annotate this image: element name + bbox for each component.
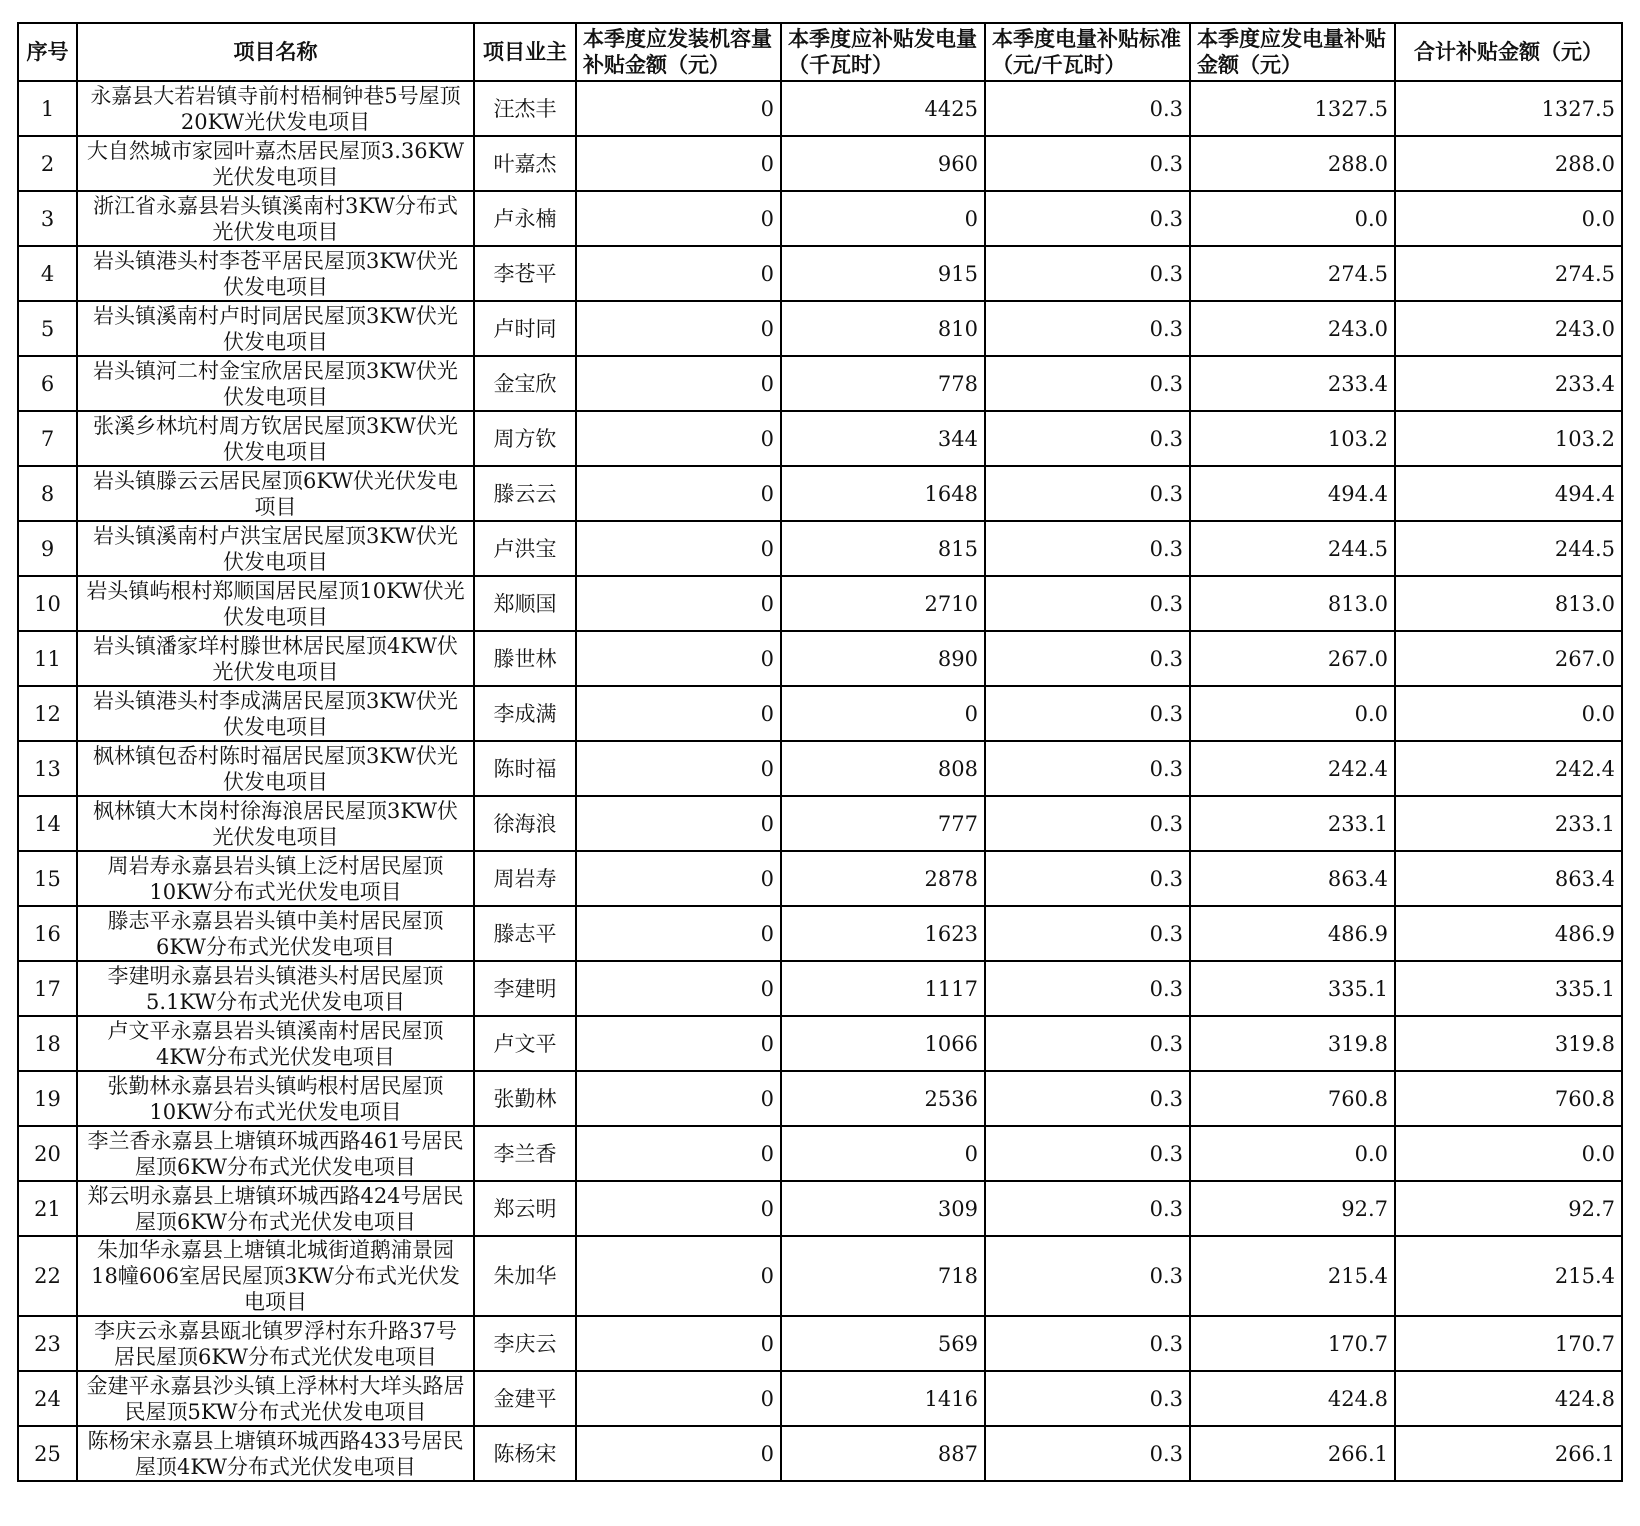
table-row xyxy=(18,1126,1622,1181)
header-capacity-subsidy: 本季度应发装机容量补贴金额（元） xyxy=(576,23,781,81)
project-owner-cell: 徐海浪 xyxy=(474,796,576,851)
subsidy-table xyxy=(17,22,1623,1482)
capacity-subsidy-cell: 0 xyxy=(576,1426,781,1481)
energy-subsidy-cell: 244.5 xyxy=(1190,521,1395,576)
energy-subsidy-cell: 813.0 xyxy=(1190,576,1395,631)
energy-subsidy-cell: 0.0 xyxy=(1190,1126,1395,1181)
project-name-cell: 岩头镇河二村金宝欣居民屋顶3KW伏光伏发电项目 xyxy=(77,356,474,411)
project-owner-cell: 陈杨宋 xyxy=(474,1426,576,1481)
total-subsidy-cell: 813.0 xyxy=(1395,576,1622,631)
capacity-subsidy-cell: 0 xyxy=(576,136,781,191)
capacity-subsidy-cell: 0 xyxy=(576,1181,781,1236)
project-owner-cell: 叶嘉杰 xyxy=(474,136,576,191)
row-number-cell: 8 xyxy=(18,466,77,521)
capacity-subsidy-cell: 0 xyxy=(576,576,781,631)
subsidy-rate-cell: 0.3 xyxy=(985,796,1190,851)
subsidy-rate-cell: 0.3 xyxy=(985,1016,1190,1071)
project-owner-cell: 李成满 xyxy=(474,686,576,741)
subsidy-rate-cell: 0.3 xyxy=(985,686,1190,741)
project-name-cell: 岩头镇滕云云居民屋顶6KW伏光伏发电项目 xyxy=(77,466,474,521)
subsidy-rate-cell: 0.3 xyxy=(985,411,1190,466)
subsidy-rate-cell: 0.3 xyxy=(985,1126,1190,1181)
capacity-subsidy-cell: 0 xyxy=(576,1126,781,1181)
subsidy-kwh-cell: 309 xyxy=(781,1181,985,1236)
row-number-cell: 15 xyxy=(18,851,77,906)
capacity-subsidy-cell: 0 xyxy=(576,466,781,521)
subsidy-rate-cell: 0.3 xyxy=(985,1316,1190,1371)
subsidy-kwh-cell: 569 xyxy=(781,1316,985,1371)
capacity-subsidy-cell: 0 xyxy=(576,1371,781,1426)
project-name-cell: 李庆云永嘉县瓯北镇罗浮村东升路37号居民屋顶6KW分布式光伏发电项目 xyxy=(77,1316,474,1371)
project-name-cell: 李建明永嘉县岩头镇港头村居民屋顶5.1KW分布式光伏发电项目 xyxy=(77,961,474,1016)
energy-subsidy-cell: 486.9 xyxy=(1190,906,1395,961)
subsidy-kwh-cell: 810 xyxy=(781,301,985,356)
table-row xyxy=(18,631,1622,686)
table-row xyxy=(18,741,1622,796)
project-name-cell: 枫林镇包岙村陈时福居民屋顶3KW伏光伏发电项目 xyxy=(77,741,474,796)
subsidy-kwh-cell: 915 xyxy=(781,246,985,301)
subsidy-kwh-cell: 0 xyxy=(781,686,985,741)
energy-subsidy-cell: 233.4 xyxy=(1190,356,1395,411)
subsidy-kwh-cell: 1623 xyxy=(781,906,985,961)
subsidy-kwh-cell: 808 xyxy=(781,741,985,796)
table-row xyxy=(18,1371,1622,1426)
capacity-subsidy-cell: 0 xyxy=(576,191,781,246)
subsidy-rate-cell: 0.3 xyxy=(985,1236,1190,1316)
total-subsidy-cell: 0.0 xyxy=(1395,191,1622,246)
subsidy-kwh-cell: 1416 xyxy=(781,1371,985,1426)
capacity-subsidy-cell: 0 xyxy=(576,1236,781,1316)
energy-subsidy-cell: 233.1 xyxy=(1190,796,1395,851)
total-subsidy-cell: 170.7 xyxy=(1395,1316,1622,1371)
row-number-cell: 11 xyxy=(18,631,77,686)
project-owner-cell: 李建明 xyxy=(474,961,576,1016)
project-owner-cell: 卢时同 xyxy=(474,301,576,356)
subsidy-kwh-cell: 1648 xyxy=(781,466,985,521)
project-name-cell: 大自然城市家园叶嘉杰居民屋顶3.36KW光伏发电项目 xyxy=(77,136,474,191)
row-number-cell: 24 xyxy=(18,1371,77,1426)
project-owner-cell: 滕志平 xyxy=(474,906,576,961)
project-owner-cell: 郑云明 xyxy=(474,1181,576,1236)
total-subsidy-cell: 319.8 xyxy=(1395,1016,1622,1071)
subsidy-kwh-cell: 2536 xyxy=(781,1071,985,1126)
subsidy-kwh-cell: 2710 xyxy=(781,576,985,631)
subsidy-rate-cell: 0.3 xyxy=(985,191,1190,246)
subsidy-rate-cell: 0.3 xyxy=(985,466,1190,521)
total-subsidy-cell: 1327.5 xyxy=(1395,81,1622,136)
row-number-cell: 22 xyxy=(18,1236,77,1316)
subsidy-rate-cell: 0.3 xyxy=(985,1371,1190,1426)
subsidy-rate-cell: 0.3 xyxy=(985,1426,1190,1481)
subsidy-rate-cell: 0.3 xyxy=(985,301,1190,356)
capacity-subsidy-cell: 0 xyxy=(576,521,781,576)
table-row xyxy=(18,1316,1622,1371)
table-row xyxy=(18,411,1622,466)
project-name-cell: 陈杨宋永嘉县上塘镇环城西路433号居民屋顶4KW分布式光伏发电项目 xyxy=(77,1426,474,1481)
project-owner-cell: 汪杰丰 xyxy=(474,81,576,136)
total-subsidy-cell: 288.0 xyxy=(1395,136,1622,191)
total-subsidy-cell: 242.4 xyxy=(1395,741,1622,796)
total-subsidy-cell: 863.4 xyxy=(1395,851,1622,906)
subsidy-kwh-cell: 1117 xyxy=(781,961,985,1016)
energy-subsidy-cell: 760.8 xyxy=(1190,1071,1395,1126)
total-subsidy-cell: 92.7 xyxy=(1395,1181,1622,1236)
project-name-cell: 卢文平永嘉县岩头镇溪南村居民屋顶4KW分布式光伏发电项目 xyxy=(77,1016,474,1071)
project-name-cell: 张勤林永嘉县岩头镇屿根村居民屋顶10KW分布式光伏发电项目 xyxy=(77,1071,474,1126)
capacity-subsidy-cell: 0 xyxy=(576,1316,781,1371)
header-owner: 项目业主 xyxy=(474,23,576,81)
energy-subsidy-cell: 424.8 xyxy=(1190,1371,1395,1426)
capacity-subsidy-cell: 0 xyxy=(576,796,781,851)
total-subsidy-cell: 274.5 xyxy=(1395,246,1622,301)
energy-subsidy-cell: 319.8 xyxy=(1190,1016,1395,1071)
project-name-cell: 岩头镇港头村李苍平居民屋顶3KW伏光伏发电项目 xyxy=(77,246,474,301)
subsidy-kwh-cell: 0 xyxy=(781,1126,985,1181)
project-name-cell: 岩头镇潘家垟村滕世林居民屋顶4KW伏光伏发电项目 xyxy=(77,631,474,686)
project-name-cell: 金建平永嘉县沙头镇上浮林村大垟头路居民屋顶5KW分布式光伏发电项目 xyxy=(77,1371,474,1426)
project-owner-cell: 李兰香 xyxy=(474,1126,576,1181)
project-owner-cell: 陈时福 xyxy=(474,741,576,796)
table-row xyxy=(18,576,1622,631)
project-owner-cell: 卢永楠 xyxy=(474,191,576,246)
project-owner-cell: 李苍平 xyxy=(474,246,576,301)
capacity-subsidy-cell: 0 xyxy=(576,246,781,301)
energy-subsidy-cell: 242.4 xyxy=(1190,741,1395,796)
capacity-subsidy-cell: 0 xyxy=(576,961,781,1016)
subsidy-kwh-cell: 0 xyxy=(781,191,985,246)
header-project-name: 项目名称 xyxy=(77,23,474,81)
energy-subsidy-cell: 0.0 xyxy=(1190,686,1395,741)
project-name-cell: 周岩寿永嘉县岩头镇上泛村居民屋顶10KW分布式光伏发电项目 xyxy=(77,851,474,906)
row-number-cell: 4 xyxy=(18,246,77,301)
subsidy-rate-cell: 0.3 xyxy=(985,81,1190,136)
subsidy-rate-cell: 0.3 xyxy=(985,246,1190,301)
total-subsidy-cell: 335.1 xyxy=(1395,961,1622,1016)
row-number-cell: 10 xyxy=(18,576,77,631)
row-number-cell: 18 xyxy=(18,1016,77,1071)
subsidy-rate-cell: 0.3 xyxy=(985,1181,1190,1236)
table-row xyxy=(18,851,1622,906)
energy-subsidy-cell: 267.0 xyxy=(1190,631,1395,686)
project-name-cell: 李兰香永嘉县上塘镇环城西路461号居民屋顶6KW分布式光伏发电项目 xyxy=(77,1126,474,1181)
subsidy-kwh-cell: 344 xyxy=(781,411,985,466)
row-number-cell: 25 xyxy=(18,1426,77,1481)
subsidy-rate-cell: 0.3 xyxy=(985,521,1190,576)
row-number-cell: 21 xyxy=(18,1181,77,1236)
row-number-cell: 7 xyxy=(18,411,77,466)
table-row xyxy=(18,1236,1622,1316)
row-number-cell: 20 xyxy=(18,1126,77,1181)
subsidy-kwh-cell: 777 xyxy=(781,796,985,851)
row-number-cell: 2 xyxy=(18,136,77,191)
subsidy-rate-cell: 0.3 xyxy=(985,741,1190,796)
table-row xyxy=(18,521,1622,576)
project-name-cell: 滕志平永嘉县岩头镇中美村居民屋顶6KW分布式光伏发电项目 xyxy=(77,906,474,961)
energy-subsidy-cell: 243.0 xyxy=(1190,301,1395,356)
header-kwh: 本季度应补贴发电量（千瓦时） xyxy=(781,23,985,81)
subsidy-rate-cell: 0.3 xyxy=(985,961,1190,1016)
energy-subsidy-cell: 0.0 xyxy=(1190,191,1395,246)
header-rate: 本季度电量补贴标准（元/千瓦时） xyxy=(985,23,1190,81)
energy-subsidy-cell: 92.7 xyxy=(1190,1181,1395,1236)
table-row xyxy=(18,136,1622,191)
project-owner-cell: 滕云云 xyxy=(474,466,576,521)
capacity-subsidy-cell: 0 xyxy=(576,1071,781,1126)
project-name-cell: 朱加华永嘉县上塘镇北城街道鹅浦景园18幢606室居民屋顶3KW分布式光伏发电项目 xyxy=(77,1236,474,1316)
project-name-cell: 岩头镇溪南村卢时同居民屋顶3KW伏光伏发电项目 xyxy=(77,301,474,356)
energy-subsidy-cell: 266.1 xyxy=(1190,1426,1395,1481)
energy-subsidy-cell: 215.4 xyxy=(1190,1236,1395,1316)
table-row xyxy=(18,301,1622,356)
subsidy-rate-cell: 0.3 xyxy=(985,631,1190,686)
subsidy-kwh-cell: 2878 xyxy=(781,851,985,906)
project-owner-cell: 卢洪宝 xyxy=(474,521,576,576)
total-subsidy-cell: 233.1 xyxy=(1395,796,1622,851)
project-owner-cell: 张勤林 xyxy=(474,1071,576,1126)
capacity-subsidy-cell: 0 xyxy=(576,741,781,796)
subsidy-rate-cell: 0.3 xyxy=(985,1071,1190,1126)
capacity-subsidy-cell: 0 xyxy=(576,301,781,356)
total-subsidy-cell: 266.1 xyxy=(1395,1426,1622,1481)
total-subsidy-cell: 760.8 xyxy=(1395,1071,1622,1126)
subsidy-rate-cell: 0.3 xyxy=(985,576,1190,631)
project-owner-cell: 郑顺国 xyxy=(474,576,576,631)
energy-subsidy-cell: 103.2 xyxy=(1190,411,1395,466)
header-energy-subsidy: 本季度应发电量补贴金额（元） xyxy=(1190,23,1395,81)
row-number-cell: 16 xyxy=(18,906,77,961)
subsidy-kwh-cell: 887 xyxy=(781,1426,985,1481)
table-row xyxy=(18,1071,1622,1126)
row-number-cell: 13 xyxy=(18,741,77,796)
capacity-subsidy-cell: 0 xyxy=(576,411,781,466)
subsidy-rate-cell: 0.3 xyxy=(985,136,1190,191)
project-name-cell: 郑云明永嘉县上塘镇环城西路424号居民屋顶6KW分布式光伏发电项目 xyxy=(77,1181,474,1236)
energy-subsidy-cell: 1327.5 xyxy=(1190,81,1395,136)
table-body xyxy=(18,81,1622,1481)
total-subsidy-cell: 244.5 xyxy=(1395,521,1622,576)
table-row xyxy=(18,961,1622,1016)
row-number-cell: 17 xyxy=(18,961,77,1016)
total-subsidy-cell: 103.2 xyxy=(1395,411,1622,466)
header-total: 合计补贴金额（元） xyxy=(1395,23,1622,81)
total-subsidy-cell: 494.4 xyxy=(1395,466,1622,521)
capacity-subsidy-cell: 0 xyxy=(576,1016,781,1071)
subsidy-rate-cell: 0.3 xyxy=(985,851,1190,906)
project-name-cell: 张溪乡林坑村周方钦居民屋顶3KW伏光伏发电项目 xyxy=(77,411,474,466)
subsidy-kwh-cell: 960 xyxy=(781,136,985,191)
subsidy-kwh-cell: 890 xyxy=(781,631,985,686)
row-number-cell: 19 xyxy=(18,1071,77,1126)
row-number-cell: 6 xyxy=(18,356,77,411)
subsidy-kwh-cell: 1066 xyxy=(781,1016,985,1071)
table-row xyxy=(18,466,1622,521)
row-number-cell: 12 xyxy=(18,686,77,741)
project-owner-cell: 周岩寿 xyxy=(474,851,576,906)
total-subsidy-cell: 215.4 xyxy=(1395,1236,1622,1316)
table-row xyxy=(18,686,1622,741)
total-subsidy-cell: 243.0 xyxy=(1395,301,1622,356)
row-number-cell: 23 xyxy=(18,1316,77,1371)
total-subsidy-cell: 267.0 xyxy=(1395,631,1622,686)
row-number-cell: 3 xyxy=(18,191,77,246)
capacity-subsidy-cell: 0 xyxy=(576,631,781,686)
energy-subsidy-cell: 170.7 xyxy=(1190,1316,1395,1371)
subsidy-kwh-cell: 778 xyxy=(781,356,985,411)
project-name-cell: 枫林镇大木岗村徐海浪居民屋顶3KW伏光伏发电项目 xyxy=(77,796,474,851)
total-subsidy-cell: 233.4 xyxy=(1395,356,1622,411)
table-row xyxy=(18,1181,1622,1236)
capacity-subsidy-cell: 0 xyxy=(576,686,781,741)
header-no: 序号 xyxy=(18,23,77,81)
project-owner-cell: 朱加华 xyxy=(474,1236,576,1316)
project-owner-cell: 金建平 xyxy=(474,1371,576,1426)
subsidy-kwh-cell: 815 xyxy=(781,521,985,576)
total-subsidy-cell: 0.0 xyxy=(1395,686,1622,741)
project-name-cell: 岩头镇港头村李成满居民屋顶3KW伏光伏发电项目 xyxy=(77,686,474,741)
capacity-subsidy-cell: 0 xyxy=(576,851,781,906)
subsidy-kwh-cell: 4425 xyxy=(781,81,985,136)
project-name-cell: 岩头镇溪南村卢洪宝居民屋顶3KW伏光伏发电项目 xyxy=(77,521,474,576)
capacity-subsidy-cell: 0 xyxy=(576,81,781,136)
table-row xyxy=(18,356,1622,411)
subsidy-rate-cell: 0.3 xyxy=(985,356,1190,411)
row-number-cell: 1 xyxy=(18,81,77,136)
table-row xyxy=(18,796,1622,851)
total-subsidy-cell: 0.0 xyxy=(1395,1126,1622,1181)
table-row xyxy=(18,906,1622,961)
project-name-cell: 岩头镇屿根村郑顺国居民屋顶10KW伏光伏发电项目 xyxy=(77,576,474,631)
project-owner-cell: 卢文平 xyxy=(474,1016,576,1071)
total-subsidy-cell: 486.9 xyxy=(1395,906,1622,961)
total-subsidy-cell: 424.8 xyxy=(1395,1371,1622,1426)
energy-subsidy-cell: 863.4 xyxy=(1190,851,1395,906)
subsidy-kwh-cell: 718 xyxy=(781,1236,985,1316)
table-row xyxy=(18,246,1622,301)
subsidy-rate-cell: 0.3 xyxy=(985,906,1190,961)
capacity-subsidy-cell: 0 xyxy=(576,906,781,961)
project-owner-cell: 李庆云 xyxy=(474,1316,576,1371)
energy-subsidy-cell: 274.5 xyxy=(1190,246,1395,301)
capacity-subsidy-cell: 0 xyxy=(576,356,781,411)
project-owner-cell: 滕世林 xyxy=(474,631,576,686)
row-number-cell: 5 xyxy=(18,301,77,356)
project-name-cell: 浙江省永嘉县岩头镇溪南村3KW分布式光伏发电项目 xyxy=(77,191,474,246)
table-row xyxy=(18,1426,1622,1481)
table-row xyxy=(18,191,1622,246)
row-number-cell: 14 xyxy=(18,796,77,851)
row-number-cell: 9 xyxy=(18,521,77,576)
project-owner-cell: 周方钦 xyxy=(474,411,576,466)
project-name-cell: 永嘉县大若岩镇寺前村梧桐钟巷5号屋顶20KW光伏发电项目 xyxy=(77,81,474,136)
energy-subsidy-cell: 335.1 xyxy=(1190,961,1395,1016)
project-owner-cell: 金宝欣 xyxy=(474,356,576,411)
table-row xyxy=(18,81,1622,136)
energy-subsidy-cell: 288.0 xyxy=(1190,136,1395,191)
energy-subsidy-cell: 494.4 xyxy=(1190,466,1395,521)
table-row xyxy=(18,1016,1622,1071)
header-row xyxy=(18,23,1622,81)
